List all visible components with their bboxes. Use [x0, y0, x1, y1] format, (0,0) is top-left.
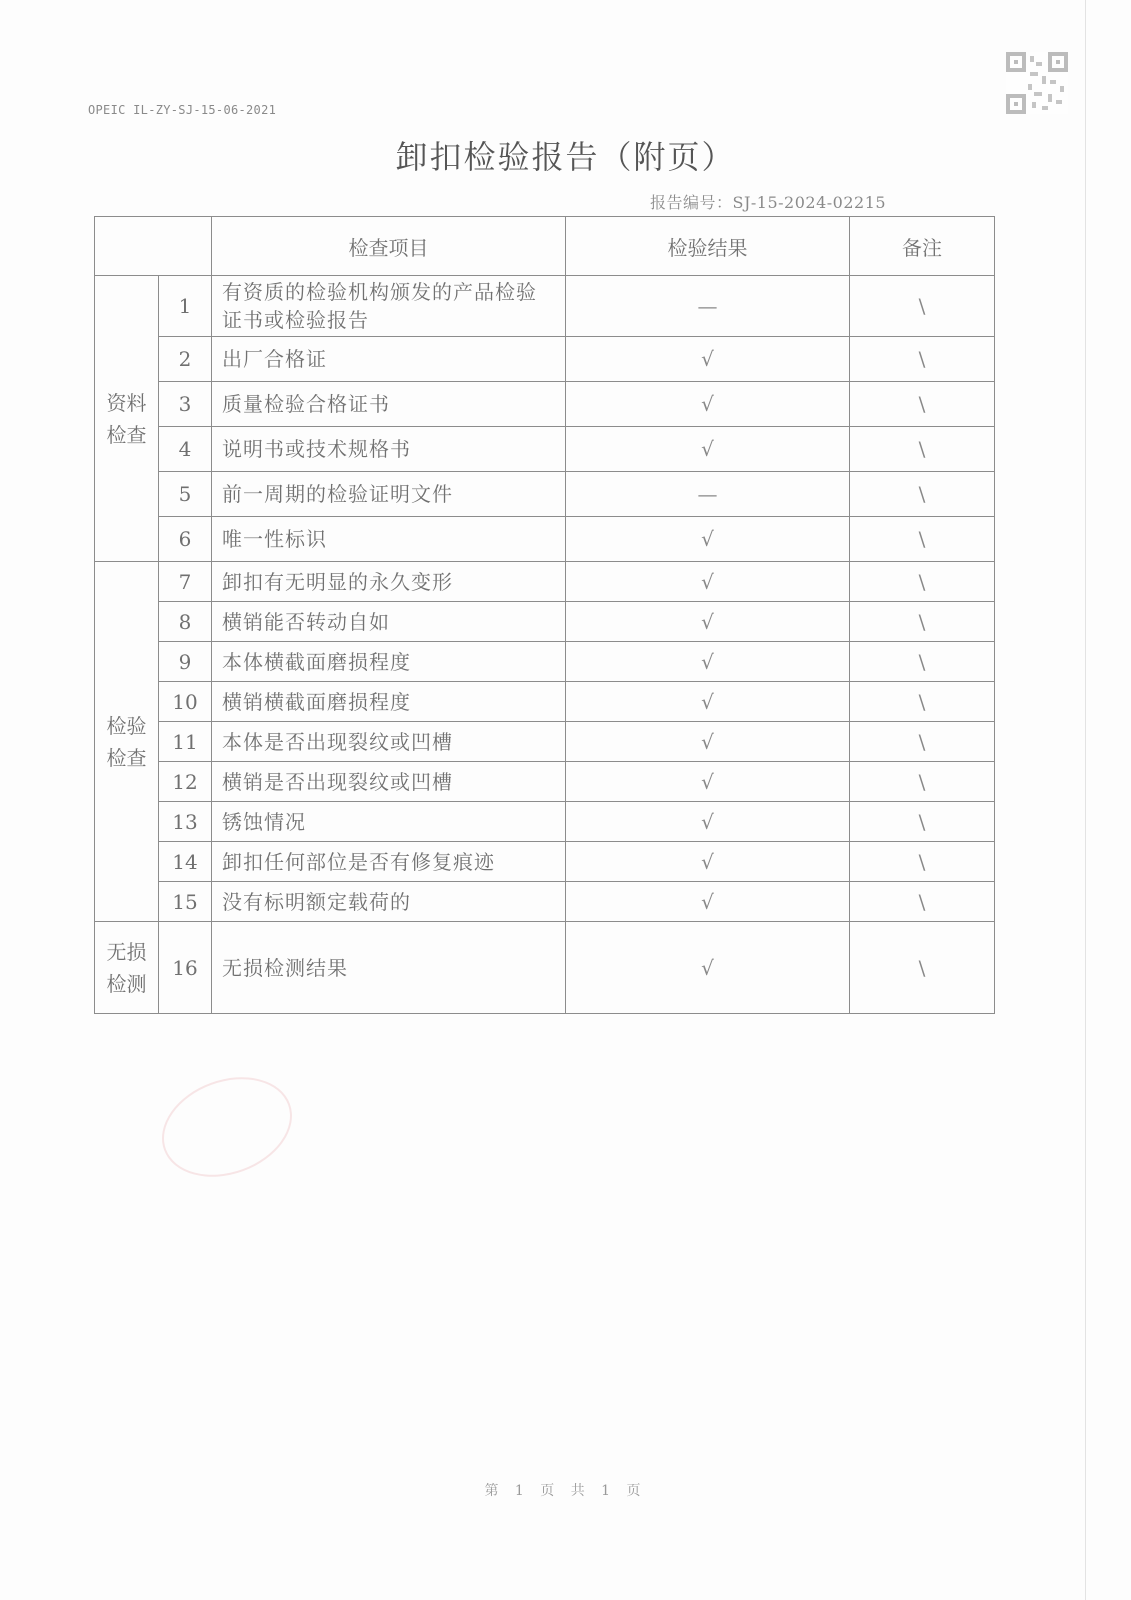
result-mark: √: [566, 517, 850, 562]
table-row: [95, 602, 995, 642]
remark-mark: \: [850, 722, 995, 762]
table-row: [95, 427, 995, 472]
remark-mark: \: [850, 562, 995, 602]
item-text: 横销横截面磨损程度: [212, 682, 566, 722]
row-number: 13: [159, 802, 212, 842]
item-text: 卸扣任何部位是否有修复痕迹: [212, 842, 566, 882]
table-row: [95, 517, 995, 562]
remark-mark: \: [850, 517, 995, 562]
item-text: 有资质的检验机构颁发的产品检验证书或检验报告: [212, 276, 566, 337]
row-number: 1: [159, 276, 212, 337]
remark-mark: \: [850, 276, 995, 337]
report-number: 报告编号：SJ-15-2024-02215: [650, 193, 887, 212]
row-number: 3: [159, 382, 212, 427]
category-cell: 资料检查: [95, 276, 159, 562]
table-row: [95, 562, 995, 602]
result-mark: √: [566, 842, 850, 882]
result-mark: √: [566, 642, 850, 682]
remark-mark: \: [850, 382, 995, 427]
table-row: [95, 762, 995, 802]
table-row: [95, 276, 995, 337]
document-code: OPEIC IL-ZY-SJ-15-06-2021: [88, 103, 277, 117]
table-row: [95, 337, 995, 382]
remark-mark: \: [850, 427, 995, 472]
table-header-row: [95, 217, 995, 276]
item-text: 横销是否出现裂纹或凹槽: [212, 762, 566, 802]
row-number: 4: [159, 427, 212, 472]
remark-mark: \: [850, 642, 995, 682]
row-number: 6: [159, 517, 212, 562]
remark-mark: \: [850, 337, 995, 382]
table-row: [95, 382, 995, 427]
page-edge-line: [1085, 0, 1086, 1600]
header-item: 检查项目: [212, 217, 566, 276]
row-number: 9: [159, 642, 212, 682]
row-number: 5: [159, 472, 212, 517]
remark-mark: \: [850, 602, 995, 642]
item-text: 锈蚀情况: [212, 802, 566, 842]
result-mark: √: [566, 722, 850, 762]
remark-mark: \: [850, 882, 995, 922]
row-number: 15: [159, 882, 212, 922]
item-text: 质量检验合格证书: [212, 382, 566, 427]
table-row: [95, 682, 995, 722]
header-result: 检验结果: [566, 217, 850, 276]
result-mark: √: [566, 802, 850, 842]
result-mark: √: [566, 922, 850, 1014]
result-mark: √: [566, 602, 850, 642]
item-text: 没有标明额定载荷的: [212, 882, 566, 922]
table-row: [95, 842, 995, 882]
qr-code-icon: [1006, 52, 1068, 114]
page-footer: 第 1 页 共 1 页: [484, 1483, 647, 1499]
table-row: [95, 472, 995, 517]
result-mark: —: [566, 276, 850, 337]
item-text: 本体横截面磨损程度: [212, 642, 566, 682]
remark-mark: \: [850, 922, 995, 1014]
header-remark: 备注: [850, 217, 995, 276]
item-text: 本体是否出现裂纹或凹槽: [212, 722, 566, 762]
row-number: 10: [159, 682, 212, 722]
category-cell: 检验检查: [95, 562, 159, 922]
report-title: 卸扣检验报告（附页）: [395, 138, 736, 176]
table-row: [95, 722, 995, 762]
row-number: 16: [159, 922, 212, 1014]
table-row: [95, 922, 995, 1014]
row-number: 2: [159, 337, 212, 382]
remark-mark: \: [850, 762, 995, 802]
inspection-table: [94, 216, 995, 1014]
result-mark: √: [566, 882, 850, 922]
result-mark: √: [566, 427, 850, 472]
item-text: 出厂合格证: [212, 337, 566, 382]
table-row: [95, 802, 995, 842]
row-number: 11: [159, 722, 212, 762]
row-number: 12: [159, 762, 212, 802]
item-text: 前一周期的检验证明文件: [212, 472, 566, 517]
header-blank-cell: [95, 217, 212, 276]
item-text: 卸扣有无明显的永久变形: [212, 562, 566, 602]
result-mark: √: [566, 382, 850, 427]
row-number: 8: [159, 602, 212, 642]
item-text: 横销能否转动自如: [212, 602, 566, 642]
category-cell: 无损检测: [95, 922, 159, 1014]
result-mark: √: [566, 682, 850, 722]
item-text: 唯一性标识: [212, 517, 566, 562]
remark-mark: \: [850, 842, 995, 882]
item-text: 说明书或技术规格书: [212, 427, 566, 472]
result-mark: √: [566, 337, 850, 382]
row-number: 7: [159, 562, 212, 602]
result-mark: √: [566, 562, 850, 602]
item-text: 无损检测结果: [212, 922, 566, 1014]
faint-stamp-mark: [148, 1060, 306, 1194]
row-number: 14: [159, 842, 212, 882]
remark-mark: \: [850, 802, 995, 842]
table-row: [95, 642, 995, 682]
table-row: [95, 882, 995, 922]
result-mark: —: [566, 472, 850, 517]
result-mark: √: [566, 762, 850, 802]
remark-mark: \: [850, 472, 995, 517]
remark-mark: \: [850, 682, 995, 722]
